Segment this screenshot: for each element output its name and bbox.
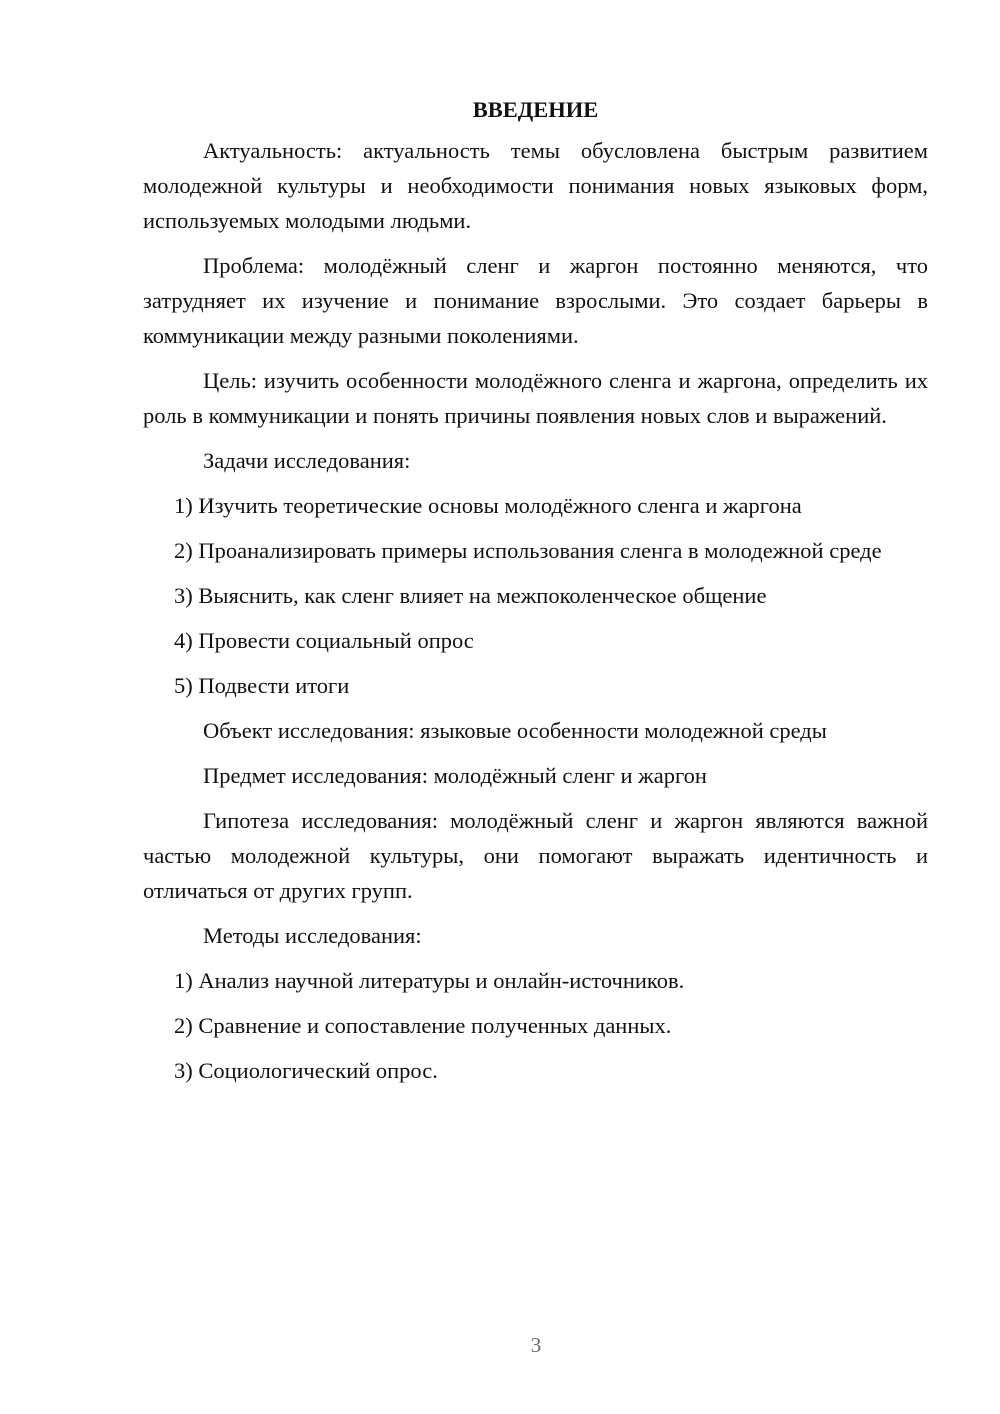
methods-heading: Методы исследования: [203, 923, 422, 948]
task-item-4: 4) Провести социальный опрос [174, 628, 474, 653]
page-title: ВВЕДЕНИЕ [472, 97, 599, 122]
task-item-1: 1) Изучить теоретические основы молодёжного сленга и жаргона [174, 493, 802, 518]
task-item-3: 3) Выяснить, как сленг влияет на межпоколенческое общение [174, 583, 767, 608]
method-item-3: 3) Социологический опрос. [174, 1058, 438, 1083]
document-page [143, 92, 928, 1098]
method-item-1: 1) Анализ научной литературы и онлайн-источников. [174, 968, 685, 993]
task-item-2: 2) Проанализировать примеры использования сленга в молодежной среде [174, 538, 882, 563]
object-paragraph: Объект исследования: языковые особенности молодежной среды [203, 718, 827, 743]
subject-paragraph: Предмет исследования: молодёжный сленг и жаргон [203, 763, 707, 788]
relevance-paragraph: Актуальность: актуальность темы обусловлена быстрым развитием молодежной культуры и необходимости понимания новых языковых форм, используемых молодыми людьми. [143, 138, 928, 233]
task-item-5: 5) Подвести итоги [174, 673, 350, 698]
tasks-heading: Задачи исследования: [203, 448, 411, 473]
problem-paragraph: Проблема: молодёжный сленг и жаргон постоянно меняются, что затрудняет их изучение и понимание взрослыми. Это создает барьеры в коммуникации между разными поколениями. [143, 253, 928, 348]
method-item-2: 2) Сравнение и сопоставление полученных данных. [174, 1013, 672, 1038]
goal-paragraph: Цель: изучить особенности молодёжного сленга и жаргона, определить их роль в коммуникации и понять причины появления новых слов и выражений. [143, 368, 928, 428]
page-number: 3 [530, 1333, 542, 1357]
hypothesis-paragraph: Гипотеза исследования: молодёжный сленг и жаргон являются важной частью молодежной культуры, они помогают выражать идентичность и отличаться от других групп. [143, 808, 928, 903]
